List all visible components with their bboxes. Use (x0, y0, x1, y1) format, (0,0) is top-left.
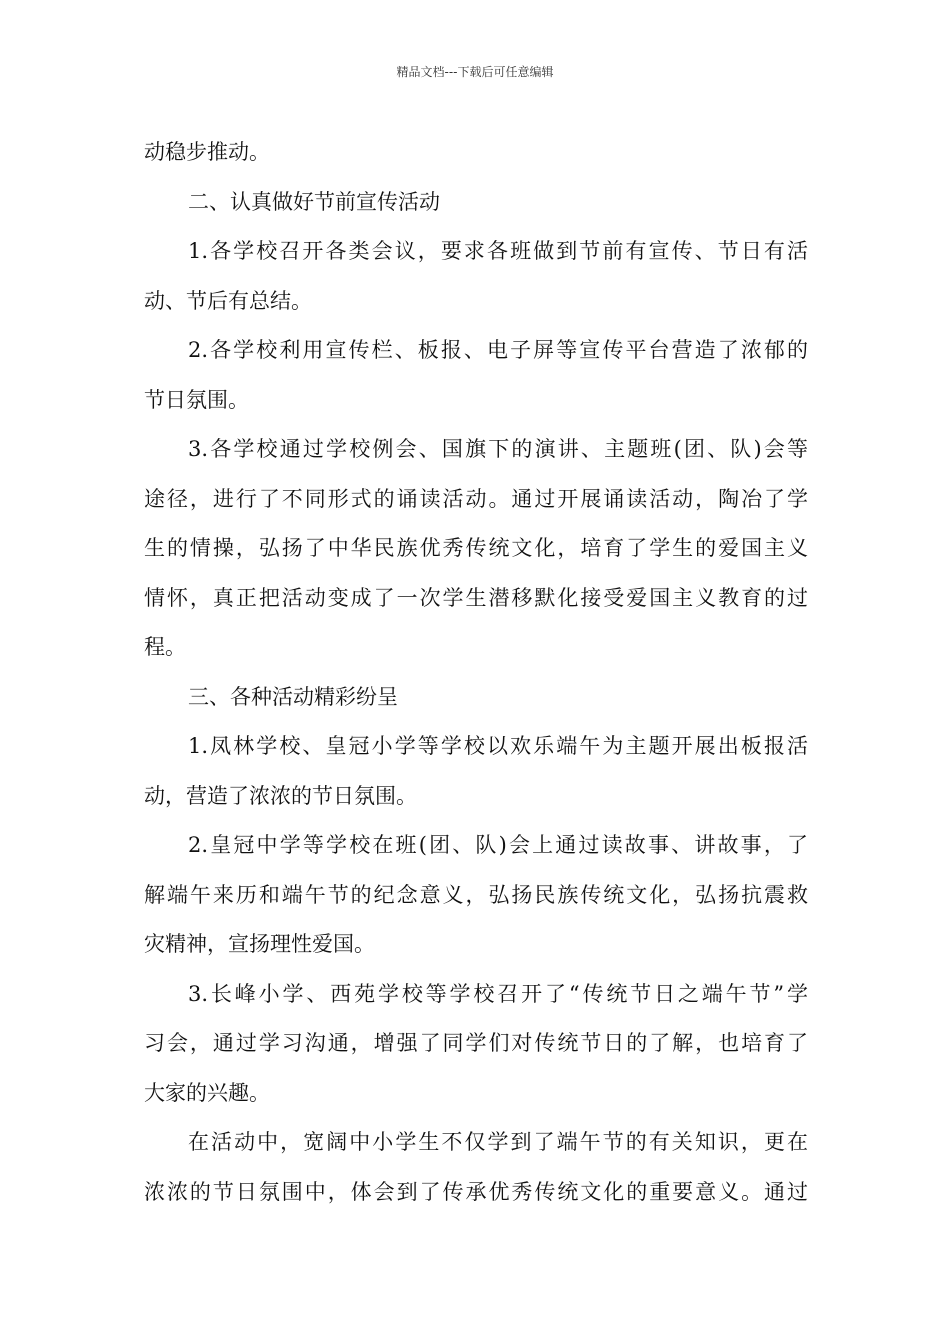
section-heading: 三、各种活动精彩纷呈 (188, 684, 398, 709)
text-line: 大家的兴趣。 (144, 1080, 270, 1105)
text-line: 在活动中，宽阔中小学生不仅学到了端午节的有关知识，更在 (188, 1130, 808, 1154)
text-line: 2.各学校利用宣传栏、板报、电子屏等宣传平台营造了浓郁的 (188, 338, 808, 362)
text-line: 解端午来历和端午节的纪念意义，弘扬民族传统文化，弘扬抗震救 (144, 882, 808, 907)
text-line: 动稳步推动。 (144, 140, 270, 164)
text-line: 灾精神，宣扬理性爱国。 (144, 932, 375, 956)
text-line: 1.各学校召开各类会议，要求各班做到节前有宣传、节日有活 (188, 239, 808, 263)
text-line: 浓浓的节日氛围中，体会到了传承优秀传统文化的重要意义。通过 (144, 1179, 808, 1204)
text-line: 动，营造了浓浓的节日氛围。 (144, 783, 417, 808)
text-line: 3.各学校通过学校例会、国旗下的演讲、主题班(团、队)会等 (188, 437, 808, 461)
text-line: 2.皇冠中学等学校在班(团、队)会上通过读故事、讲故事，了 (188, 833, 808, 857)
text-line: 动、节后有总结。 (144, 288, 312, 313)
text-line: 生的情操，弘扬了中华民族优秀传统文化，培育了学生的爱国主义 (144, 536, 808, 560)
section-heading: 二、认真做好节前宣传活动 (188, 189, 440, 214)
document-body (144, 128, 808, 1217)
text-line: 习会，通过学习沟通，增强了同学们对传统节日的了解，也培育了 (144, 1031, 808, 1055)
text-line: 1.凤林学校、皇冠小学等学校以欢乐端午为主题开展出板报活 (188, 734, 808, 758)
text-line: 情怀，真正把活动变成了一次学生潜移默化接受爱国主义教育的过 (144, 585, 808, 610)
text-line: 3.长峰小学、西苑学校等学校召开了“传统节日之端午节”学 (188, 981, 808, 1006)
text-line: 节日氛围。 (144, 387, 249, 412)
text-line: 途径，进行了不同形式的诵读活动。通过开展诵读活动，陶冶了学 (144, 486, 808, 511)
page-header: 精品文档---下载后可任意编辑 (396, 65, 554, 79)
text-line: 程。 (144, 635, 186, 659)
